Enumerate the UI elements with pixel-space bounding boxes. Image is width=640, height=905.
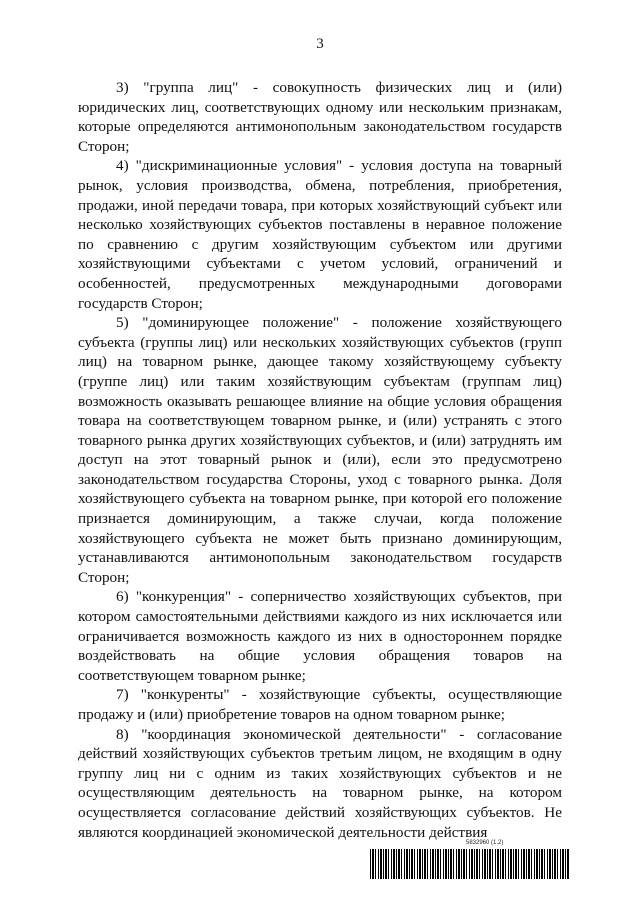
paragraph-competition: 6) "конкуренция" - соперничество хозяйствующих субъектов, при котором самостоятельными действиями каждого из них исключается или ограничивается возможность каждого из них в одностороннем порядке воздействовать на общие условия обращения товаров на соответствующем товарном рынке; [78, 588, 562, 684]
paragraph-dominant-position: 5) "доминирующее положение" - положение хозяйствующего субъекта (группы лиц) или нескольких хозяйствующих субъектов (групп лиц) на товарном рынке, дающее такому хозяйствующему субъекту (группе лиц) или таким хозяйствующим субъектам (группам лиц) возможность оказывать решающее влияние на общие условия обращения товара на соответствующем товарном рынке, и (или) устранять с этого товарного рынка других хозяйствующих субъектов, и (или) затруднять им доступ на этот товарный рынок и (или), если это предусмотрено законодательством государства Стороны, уход с товарного рынка. Доля хозяйствующего субъекта на товарном рынке, при которой его положение признается доминирующим, а также случаи, когда положение хозяйствующего субъекта не может быть признано доминирующим, устанавливаются антимонопольным законодательством государств Сторон; [78, 314, 562, 586]
paragraph-competitors: 7) "конкуренты" - хозяйствующие субъекты, осуществляющие продажу и (или) приобретение товаров на одном товарном рынке; [78, 686, 562, 723]
document-code: 5832960 (1.2) [466, 840, 504, 846]
barcode-icon [370, 849, 570, 879]
paragraph-group-of-persons: 3) "группа лиц" - совокупность физических лиц и (или) юридических лиц, соответствующих одному или нескольким признакам, которые определяются антимонопольным законодательством государств Сторон; [78, 79, 562, 155]
document-barcode-block [370, 840, 570, 882]
paragraph-coordination: 8) "координация экономической деятельности" - согласование действий хозяйствующих субъектов третьим лицом, не входящим в одну группу лиц ни с одним из таких хозяйствующих субъектов и не осуществляющим деятельность на товарном рынке, на котором осуществляется согласование действий хозяйствующих субъектов. Не являются координацией экономической деятельности действия [78, 725, 562, 841]
paragraph-discriminatory-conditions: 4) "дискриминационные условия" - условия доступа на товарный рынок, условия производства, обмена, потребления, приобретения, продажи, иной передачи товара, при которых хозяйствующий субъект или несколько хозяйствующих субъектов поставлены в неравное положение по сравнению с другим хозяйствующим субъектом или другими хозяйствующими субъектами с учетом условий, ограничений и особенностей, предусмотренных международными договорами государств Сторон; [78, 157, 562, 312]
page-number: 3 [316, 36, 324, 52]
document-body [78, 78, 562, 842]
